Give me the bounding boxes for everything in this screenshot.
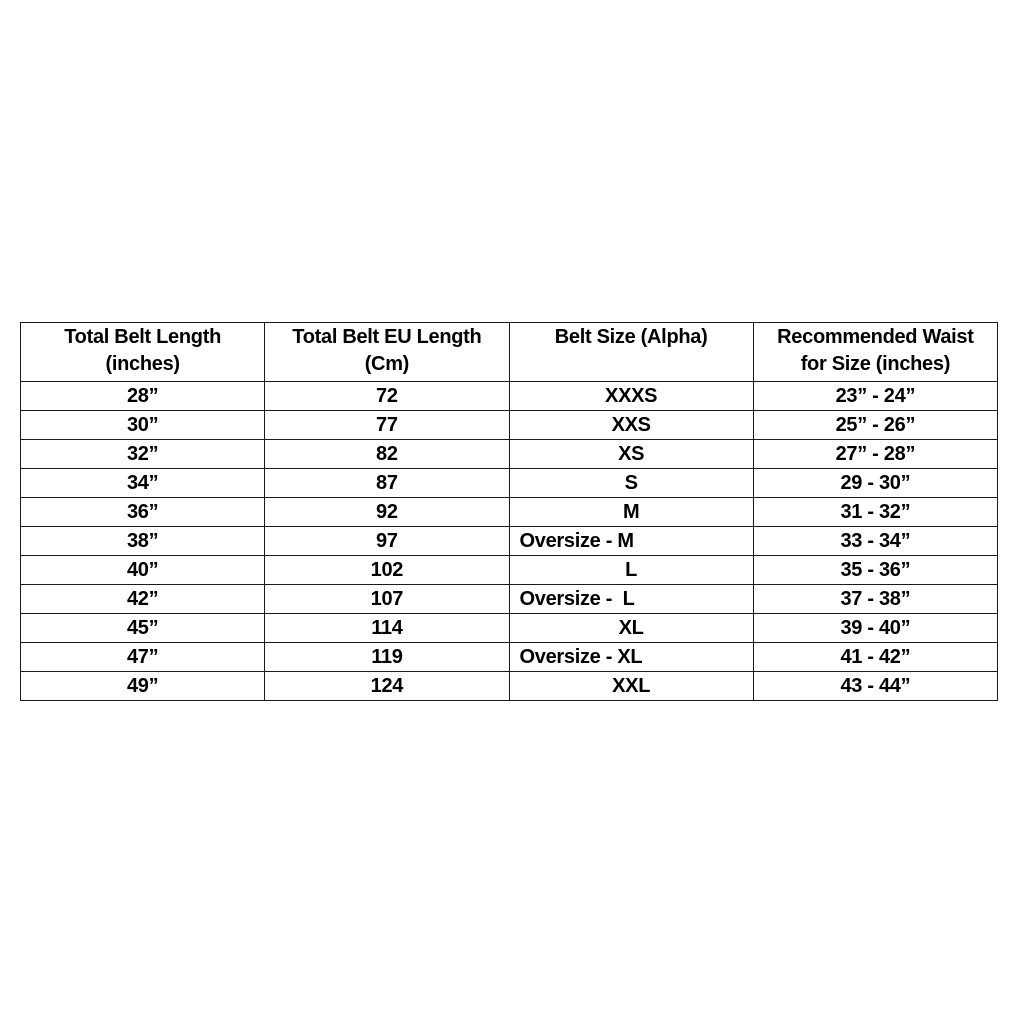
table-row xyxy=(21,382,998,411)
header-line: Recommended Waist xyxy=(777,326,974,348)
recommended-waist-cell xyxy=(753,411,997,440)
belt-size-alpha-cell xyxy=(509,469,753,498)
cell-text: 28” xyxy=(126,385,159,407)
belt-length-cm-cell xyxy=(265,527,509,556)
table-row xyxy=(21,585,998,614)
cell-text: Oversize - M xyxy=(519,530,634,552)
cell-text: 35 - 36” xyxy=(840,559,911,581)
cell-text: 124 xyxy=(370,675,404,697)
belt-length-inches-cell xyxy=(21,382,265,411)
belt-size-alpha-cell xyxy=(509,556,753,585)
cell-text: 49” xyxy=(126,675,159,697)
cell-text: 40” xyxy=(126,559,159,581)
cell-text: 102 xyxy=(370,559,404,581)
cell-text: 37 - 38” xyxy=(840,588,911,610)
recommended-waist-cell xyxy=(753,614,997,643)
cell-text: 47” xyxy=(126,646,159,668)
table-row xyxy=(21,614,998,643)
belt-length-inches-cell xyxy=(21,614,265,643)
belt-length-inches-cell xyxy=(21,469,265,498)
belt-size-alpha-cell xyxy=(509,411,753,440)
cell-text: 34” xyxy=(126,472,159,494)
cell-text: XXS xyxy=(611,414,651,436)
cell-text: 27” - 28” xyxy=(835,443,916,465)
cell-text: S xyxy=(624,472,638,494)
belt-size-alpha-cell xyxy=(509,382,753,411)
cell-text: 36” xyxy=(126,501,159,523)
header-line: (Cm) xyxy=(364,353,410,375)
belt-length-inches-cell xyxy=(21,556,265,585)
belt-length-cm-cell xyxy=(265,556,509,585)
table-row xyxy=(21,643,998,672)
table-row xyxy=(21,672,998,701)
table-row xyxy=(21,411,998,440)
cell-text: M xyxy=(622,501,640,523)
belt-length-cm-cell xyxy=(265,585,509,614)
header-line: Total Belt EU Length xyxy=(292,326,482,348)
belt-length-cm-cell xyxy=(265,382,509,411)
cell-text: 119 xyxy=(371,646,403,668)
cell-text: 32” xyxy=(126,443,159,465)
table-row xyxy=(21,440,998,469)
table-row xyxy=(21,498,998,527)
belt-length-inches-cell xyxy=(21,440,265,469)
recommended-waist-cell xyxy=(753,527,997,556)
belt-length-inches-cell xyxy=(21,498,265,527)
cell-text: 38” xyxy=(126,530,159,552)
recommended-waist-cell xyxy=(753,672,997,701)
cell-text: 29 - 30” xyxy=(840,472,911,494)
belt-size-alpha-cell xyxy=(509,614,753,643)
cell-text: 87 xyxy=(376,472,398,494)
belt-length-inches-cell xyxy=(21,411,265,440)
table-body xyxy=(21,382,998,701)
belt-size-alpha-cell xyxy=(509,527,753,556)
belt-size-alpha-cell xyxy=(509,440,753,469)
cell-text: 97 xyxy=(376,530,398,552)
cell-text: 72 xyxy=(376,385,398,407)
cell-text: 41 - 42” xyxy=(840,646,911,668)
cell-text: XXXS xyxy=(605,385,658,407)
header-line: Belt Size (Alpha) xyxy=(554,326,708,348)
cell-text: 77 xyxy=(376,414,398,436)
cell-text: 43 - 44” xyxy=(840,675,911,697)
table-header xyxy=(21,323,998,382)
belt-length-cm-cell xyxy=(265,498,509,527)
cell-text: 39 - 40” xyxy=(840,617,911,639)
belt-length-cm-cell xyxy=(265,469,509,498)
belt-length-inches-cell xyxy=(21,527,265,556)
belt-size-alpha-cell xyxy=(509,643,753,672)
cell-text: 31 - 32” xyxy=(840,501,911,523)
header-total-belt-eu-length xyxy=(265,323,509,382)
belt-size-alpha-cell xyxy=(509,585,753,614)
belt-size-alpha-cell xyxy=(509,672,753,701)
cell-text: Oversize - L xyxy=(519,588,635,610)
cell-text: 25” - 26” xyxy=(835,414,916,436)
cell-text: XS xyxy=(618,443,645,465)
belt-length-cm-cell xyxy=(265,411,509,440)
recommended-waist-cell xyxy=(753,440,997,469)
belt-length-inches-cell xyxy=(21,643,265,672)
header-line: for Size (inches) xyxy=(800,353,951,375)
belt-length-cm-cell xyxy=(265,643,509,672)
header-belt-size-alpha xyxy=(509,323,753,382)
recommended-waist-cell xyxy=(753,643,997,672)
belt-length-cm-cell xyxy=(265,614,509,643)
header-total-belt-length xyxy=(21,323,265,382)
belt-length-inches-cell xyxy=(21,585,265,614)
header-line: (inches) xyxy=(105,353,180,375)
header-recommended-waist xyxy=(753,323,997,382)
cell-text: 42” xyxy=(126,588,159,610)
recommended-waist-cell xyxy=(753,585,997,614)
recommended-waist-cell xyxy=(753,498,997,527)
recommended-waist-cell xyxy=(753,556,997,585)
belt-size-chart xyxy=(20,322,998,701)
cell-text: 45” xyxy=(126,617,159,639)
table-row xyxy=(21,469,998,498)
cell-text: 30” xyxy=(126,414,159,436)
cell-text: 107 xyxy=(370,588,404,610)
cell-text: 33 - 34” xyxy=(840,530,911,552)
cell-text: Oversize - XL xyxy=(519,646,643,668)
cell-text: XXL xyxy=(612,675,651,697)
cell-text: XL xyxy=(618,617,644,639)
cell-text: 82 xyxy=(376,443,398,465)
belt-length-cm-cell xyxy=(265,672,509,701)
cell-text: L xyxy=(625,559,638,581)
table-row xyxy=(21,527,998,556)
header-line: Total Belt Length xyxy=(64,326,221,348)
header-row xyxy=(21,323,998,382)
recommended-waist-cell xyxy=(753,382,997,411)
table-row xyxy=(21,556,998,585)
cell-text: 92 xyxy=(376,501,398,523)
cell-text: 114 xyxy=(371,617,403,639)
belt-length-cm-cell xyxy=(265,440,509,469)
belt-size-alpha-cell xyxy=(509,498,753,527)
cell-text: 23” - 24” xyxy=(835,385,916,407)
belt-length-inches-cell xyxy=(21,672,265,701)
recommended-waist-cell xyxy=(753,469,997,498)
